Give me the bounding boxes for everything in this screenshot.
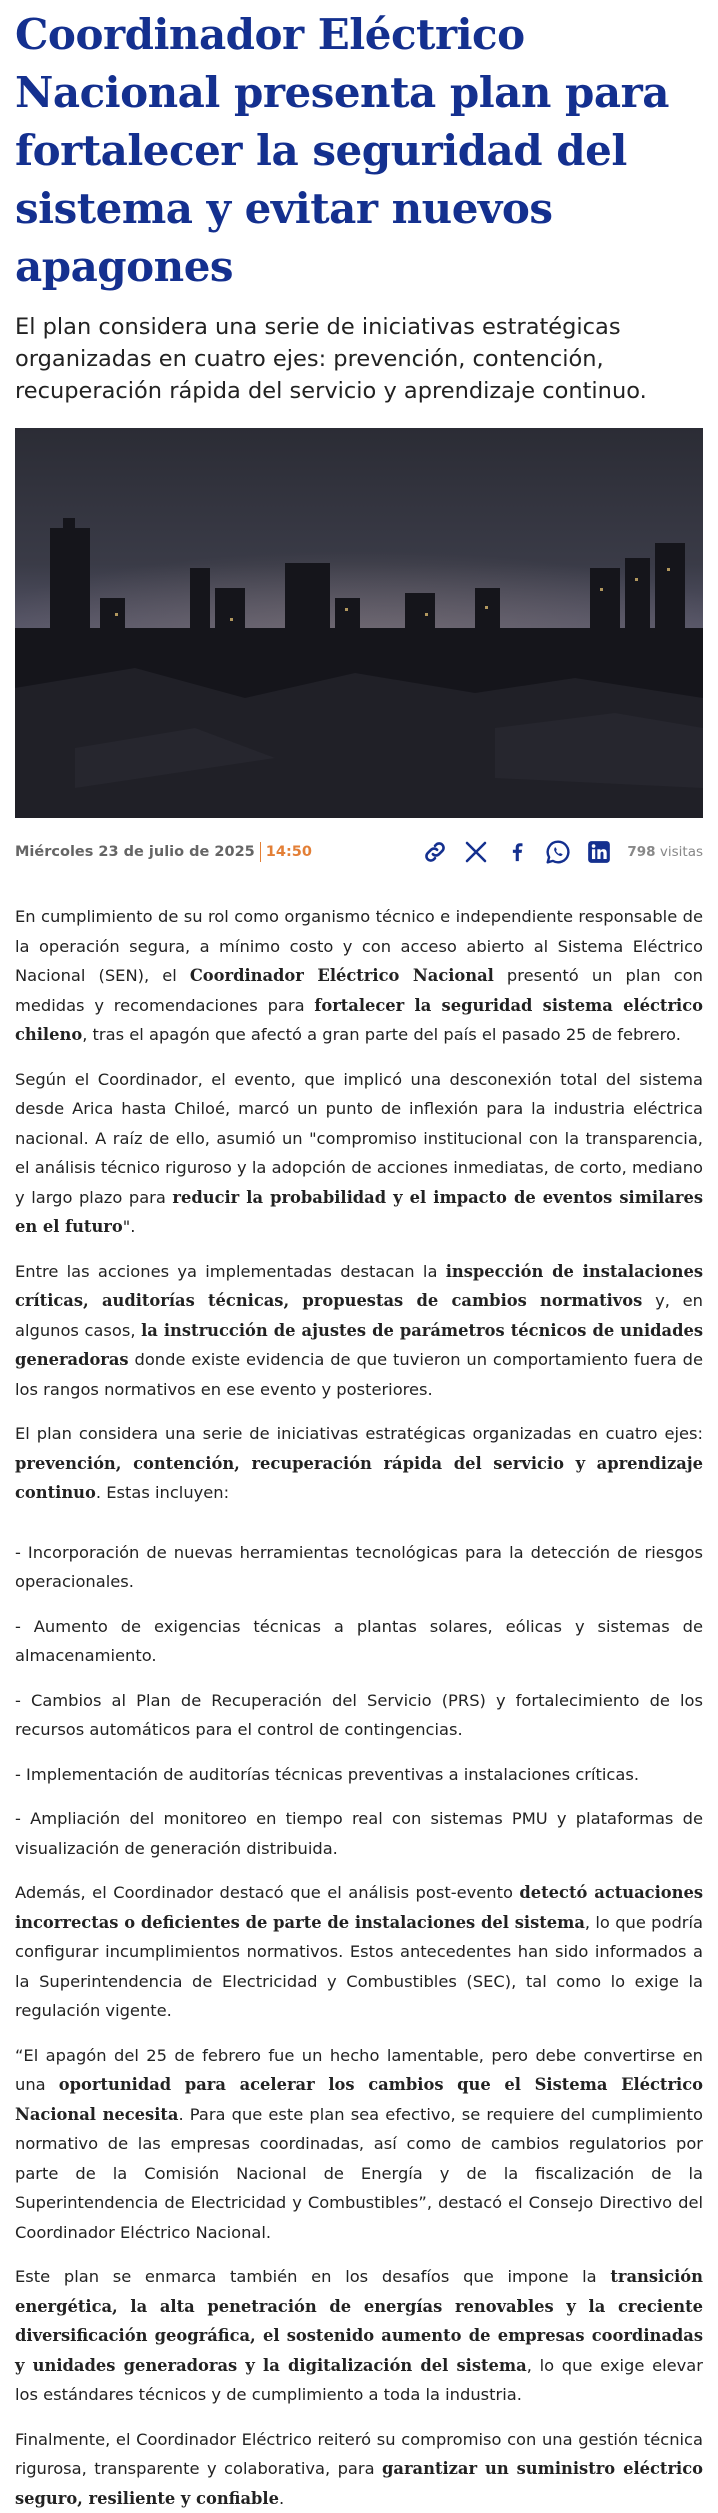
- view-counter: [627, 844, 703, 860]
- share-facebook-button[interactable]: [504, 839, 531, 866]
- paragraph-text: En cumplimiento de su rol como organismo técnico e independiente responsable de la operación segura, a mínimo costo y con acceso abierto al Sistema Eléctrico Nacional (SEN), el: [15, 907, 703, 985]
- article-title: Coordinador Eléctrico Nacional presenta plan para fortalecer la seguridad del sistema y evitar nuevos apagones: [15, 0, 703, 296]
- paragraph-highlight: Coordinador Eléctrico Nacional: [190, 966, 494, 985]
- x-icon: [464, 840, 488, 864]
- meta-divider: [260, 842, 261, 862]
- paragraph: [15, 902, 703, 1050]
- paragraph-text: Finalmente, el Coordinador Eléctrico reiteró su compromiso con una gestión técnica rigurosa, transparente y colaborativa, para: [15, 2430, 703, 2479]
- whatsapp-icon: [545, 839, 571, 865]
- list-item: - Ampliación del monitoreo en tiempo real con sistemas PMU y plataformas de visualización de generación distribuida.: [15, 1804, 703, 1863]
- paragraph: [15, 1065, 703, 1242]
- list-item: - Implementación de auditorías técnicas preventivas a instalaciones críticas.: [15, 1760, 703, 1790]
- paragraph-text: . Para que este plan sea efectivo, se requiere del cumplimiento normativo de las empresas coordinadas, así como de cambios regulatorios por parte de la Comisión Nacional de Energía y de la fiscalización de la Superintendencia de Electricidad y Combustibles”, destacó el Consejo Directivo del Coordinador Eléctrico Nacional.: [15, 2105, 703, 2242]
- paragraph-text: El plan considera una serie de iniciativas estratégicas organizadas en cuatro ejes:: [15, 1424, 703, 1443]
- paragraph: [15, 2425, 703, 2513]
- paragraph-highlight: oportunidad para acelerar los cambios que el Sistema Eléctrico Nacional necesita: [15, 2075, 703, 2124]
- paragraph-text: donde existe evidencia de que tuvieron un comportamiento fuera de los rangos normativos en ese evento y posteriores.: [15, 1350, 703, 1399]
- paragraph-text: Este plan se enmarca también en los desafíos que impone la: [15, 2267, 610, 2286]
- facebook-icon: [506, 840, 528, 864]
- paragraph: [15, 2262, 703, 2410]
- paragraph: [15, 1878, 703, 2026]
- paragraph-text: , tras el apagón que afectó a gran parte del país el pasado 25 de febrero.: [82, 1025, 681, 1044]
- paragraph: [15, 1257, 703, 1405]
- paragraph-highlight: transición energética, la alta penetración de energías renovables y la creciente diversificación geográfica, el sostenido aumento de empresas coordinadas y unidades generadoras y la digitalización del sistema: [15, 2267, 703, 2375]
- paragraph-highlight: inspección de instalaciones críticas, auditorías técnicas, propuestas de cambios normativos: [15, 1262, 703, 1311]
- share-x-button[interactable]: [463, 839, 490, 866]
- paragraph-highlight: garantizar un suministro eléctrico seguro, resiliente y confiable: [15, 2459, 703, 2508]
- list-item: - Aumento de exigencias técnicas a plantas solares, eólicas y sistemas de almacenamiento.: [15, 1612, 703, 1671]
- paragraph: [15, 1419, 703, 1508]
- paragraph-text: “El apagón del 25 de febrero fue un hecho lamentable, pero debe convertirse en una: [15, 2046, 703, 2095]
- paragraph-text: .: [279, 2489, 284, 2508]
- paragraph-text: . Estas incluyen:: [96, 1483, 229, 1502]
- share-link-button[interactable]: [422, 839, 449, 866]
- paragraph-highlight: reducir la probabilidad y el impacto de eventos similares en el futuro: [15, 1188, 703, 1237]
- hero-rooftops: [15, 668, 703, 818]
- view-label: visitas: [660, 844, 703, 860]
- paragraph-highlight: prevención, contención, recuperación rápida del servicio y aprendizaje continuo: [15, 1454, 703, 1503]
- paragraph: [15, 2041, 703, 2248]
- publish-time: 14:50: [266, 844, 312, 860]
- share-whatsapp-button[interactable]: [545, 839, 572, 866]
- paragraph-highlight: detectó actuaciones incorrectas o deficientes de parte de instalaciones del sistema: [15, 1883, 703, 1932]
- hero-image: [15, 428, 703, 818]
- publish-date: Miércoles 23 de julio de 2025: [15, 844, 255, 860]
- article-body: [15, 902, 703, 2513]
- list-item: - Cambios al Plan de Recuperación del Servicio (PRS) y fortalecimiento de los recursos automáticos para el control de contingencias.: [15, 1686, 703, 1745]
- paragraph-text: , lo que exige elevar los estándares técnicos y de cumplimiento a toda la industria.: [15, 2356, 703, 2405]
- paragraph-text: presentó un plan con medidas y recomendaciones para: [15, 966, 703, 1015]
- share-linkedin-button[interactable]: [586, 839, 613, 866]
- article-meta: [15, 832, 703, 872]
- paragraph-text: , lo que podría configurar incumplimientos normativos. Estos antecedentes han sido informados a la Superintendencia de Electricidad y Combustibles (SEC), tal como lo exige la regulación vigente.: [15, 1913, 703, 2021]
- paragraph-text: ".: [123, 1217, 136, 1236]
- article-subtitle: El plan considera una serie de iniciativas estratégicas organizadas en cuatro ejes: prevención, contención, recuperación rápida del servicio y aprendizaje continuo.: [15, 311, 703, 407]
- linkedin-icon: [586, 839, 612, 865]
- paragraph-text: Según el Coordinador, el evento, que implicó una desconexión total del sistema desde Arica hasta Chiloé, marcó un punto de inflexión para la industria eléctrica nacional. A raíz de ello, asumió un "compromiso institucional con la transparencia, el análisis técnico riguroso y la adopción de acciones inmediatas, de corto, mediano y largo plazo para: [15, 1070, 703, 1207]
- link-icon: [422, 839, 448, 865]
- paragraph-text: Entre las acciones ya implementadas destacan la: [15, 1262, 446, 1281]
- paragraph-text: Además, el Coordinador destacó que el análisis post-evento: [15, 1883, 519, 1902]
- paragraph-highlight: la instrucción de ajustes de parámetros técnicos de unidades generadoras: [15, 1321, 703, 1370]
- paragraph-text: y, en algunos casos,: [15, 1291, 703, 1340]
- view-count: 798: [627, 844, 655, 860]
- share-bar: [422, 839, 613, 866]
- paragraph-highlight: fortalecer la seguridad sistema eléctrico chileno: [15, 996, 703, 1045]
- list-item: - Incorporación de nuevas herramientas tecnológicas para la detección de riesgos operacionales.: [15, 1538, 703, 1597]
